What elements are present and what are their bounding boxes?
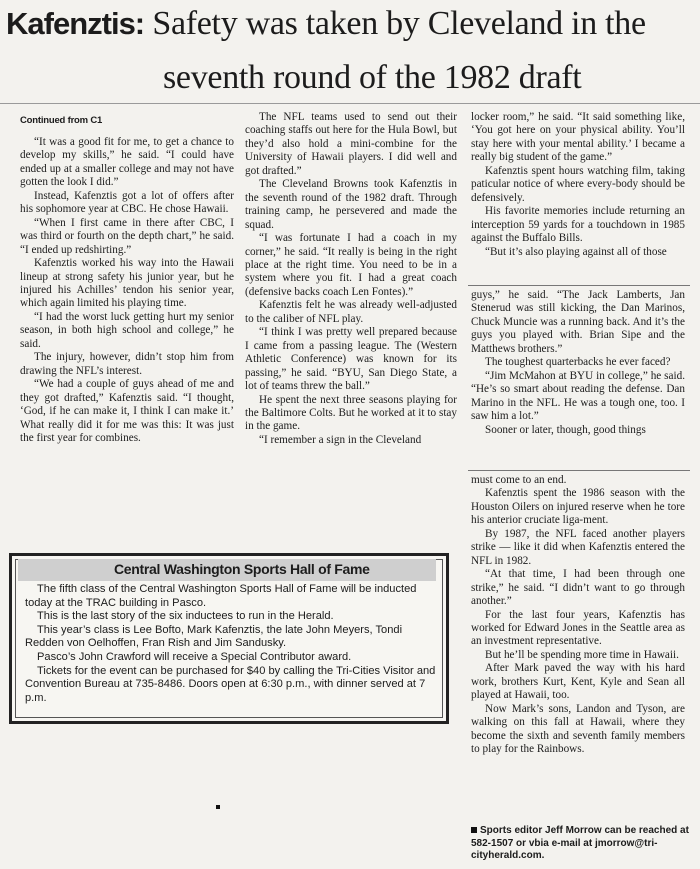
headline-line-1-text: Safety was taken by Cleveland in the bbox=[152, 5, 646, 42]
paragraph: “When I first came in there after CBC, I was third or fourth on the depth chart,” he said. “I ended up redshirting.” bbox=[20, 216, 234, 256]
column-split-divider bbox=[468, 470, 690, 471]
paragraph: “I think I was pretty well prepared because I came from a passing league. The (Western Athletic Conference) was known for its passing,” he said. “BYU, San Diego State, a lot of teams threw the ball.” bbox=[245, 326, 457, 393]
paragraph: “Jim McMahon at BYU in college,” he said. “He’s so smart about reading the defense. Dan Marino in the NFL. He was a tough one, too. I saw him a lot.” bbox=[471, 369, 685, 423]
column-split-divider bbox=[468, 285, 690, 286]
paragraph: must come to an end. bbox=[471, 474, 567, 486]
paragraph: “I remember a sign in the Cleveland bbox=[259, 433, 422, 446]
paragraph: Kafenztis spent the 1986 season with the Houston Oilers on injured reserve when he tore his anterior cruciate liga-ment. bbox=[471, 487, 685, 527]
article-column-3-middle bbox=[471, 289, 685, 437]
paragraph: After Mark paved the way with his hard work, brothers Kurt, Kent, Kyle and Sean all played at Hawaii, too. bbox=[471, 662, 685, 702]
paragraph: Kafenztis worked his way into the Hawaii lineup at strong safety his junior year, but he injured his Achilles’ tendon his senior year, which again limited his playing time. bbox=[20, 257, 234, 310]
hall-of-fame-sidebar bbox=[9, 553, 449, 724]
paragraph: His favorite memories include returning an interception 59 yards for a touchdown in 1985 against the Buffalo Bills. bbox=[471, 205, 685, 245]
headline-line-1 bbox=[6, 4, 696, 44]
headline-kicker: Kafenztis: bbox=[6, 6, 145, 41]
paragraph: The NFL teams used to send out their coaching staffs out here for the Hula Bowl, but they’d also hold a mini-combine for the University of Hawaii players. I did well and got drafted.” bbox=[245, 111, 457, 177]
article-column-1 bbox=[20, 136, 234, 445]
paragraph: But he’ll be spending more time in Hawaii. bbox=[485, 648, 679, 661]
article-column-3-top bbox=[471, 111, 685, 259]
paragraph: “I had the worst luck getting hurt my senior season, in both high school and college,” he said. bbox=[20, 310, 234, 350]
top-divider bbox=[0, 103, 700, 104]
paragraph: For the last four years, Kafenztis has worked for Edward Jones in the Seattle area as an investment representative. bbox=[471, 608, 685, 648]
continued-from-label: Continued from C1 bbox=[20, 115, 103, 126]
sidebar-body bbox=[25, 583, 438, 705]
paragraph: “But it’s also playing against all of those bbox=[485, 245, 667, 258]
article-column-3-bottom bbox=[471, 474, 685, 757]
sidebar-paragraph: Tickets for the event can be purchased for $40 by calling the Tri-Cities Visitor and Convention Bureau at 735-8486. Doors open at 6:30 p.m., with dinner served at 7 p.m. bbox=[25, 664, 436, 704]
paragraph: “It was a good fit for me, to get a chance to develop my skills,” he said. “I could have ended up at a smaller college and may not have gotten the look I did.” bbox=[20, 136, 234, 189]
signoff-text: Sports editor Jeff Morrow can be reached at 582-1507 or vbia e-mail at jmorrow@tri-cityherald.com. bbox=[471, 825, 689, 861]
paragraph: The toughest quarterbacks he ever faced? bbox=[485, 356, 671, 369]
paragraph: Kafenztis felt he was already well-adjusted to the caliber of NFL play. bbox=[245, 299, 457, 325]
paragraph: He spent the next three seasons playing for the Baltimore Colts. But he worked at it to stay in the game. bbox=[245, 393, 457, 433]
sidebar-paragraph: This year’s class is Lee Bofto, Mark Kafenztis, the late John Meyers, Tondi Redden von Oelhoffen, Fran Rish and Jim Sandusky. bbox=[25, 623, 403, 650]
paragraph: The Cleveland Browns took Kafenztis in the seventh round of the 1982 draft. Through training camp, he persevered and made the squad. bbox=[245, 178, 457, 231]
article-column-2 bbox=[245, 111, 457, 447]
sidebar-paragraph: This is the last story of the six inductees to run in the Herald. bbox=[37, 610, 334, 623]
sidebar-paragraph: The fifth class of the Central Washington Sports Hall of Fame will be inducted today at the TRAC building in Pasco. bbox=[25, 583, 417, 609]
paragraph: Now Mark’s sons, Landon and Tyson, are walking on this fall at Hawaii, where they become the sixth and seventh family members to play for the Rainbows. bbox=[471, 702, 685, 756]
square-bullet-icon bbox=[471, 827, 477, 833]
sidebar-title: Central Washington Sports Hall of Fame bbox=[114, 561, 370, 577]
paragraph: “At that time, I had been through one strike,” he said. “I didn’t want to go through another.” bbox=[471, 568, 685, 608]
paragraph: Instead, Kafenztis got a lot of offers after his sophomore year at CBC. He chose Hawaii. bbox=[20, 189, 234, 216]
paragraph: locker room,” he said. “It said something like, ‘You got here on your physical ability. You’ll stay here with your mental ability.’ I became a really big student of the game.” bbox=[471, 111, 685, 164]
paragraph: By 1987, the NFL faced another players strike — like it did when Kafenztis entered the NFL in 1982. bbox=[471, 527, 685, 567]
paragraph: guys,” he said. “The Jack Lamberts, Jan Stenerud was still kicking, the Dan Marinos, Chuck Muncie was a running back. And it’s the guys you played with. Brian Sipe and the Matthews brothers.” bbox=[471, 289, 685, 355]
sidebar-paragraph: Pasco’s John Crawford will receive a Special Contributor award. bbox=[37, 650, 352, 663]
paragraph: Sooner or later, though, good things bbox=[485, 423, 646, 436]
paragraph: The injury, however, didn’t stop him from drawing the NFL’s interest. bbox=[20, 351, 234, 377]
paragraph: “I was fortunate I had a coach in my corner,” he said. “It really is being in the right place at the right time. You need to be in a system where you fit. I had a great coach (defensive backs coach Len Fontes).” bbox=[245, 232, 457, 298]
headline-line-2: seventh round of the 1982 draft bbox=[163, 59, 582, 96]
paragraph: “We had a couple of guys ahead of me and they got drafted,” Kafenztis said. “I thought, ‘God, if he can make it, I think I can make it.’ What really did it for me was this: It was just the first year for combines. bbox=[20, 378, 234, 444]
author-signoff bbox=[471, 825, 691, 863]
paragraph: Kafenztis spent hours watching film, taking paticular notice of where every-body should be defensively. bbox=[471, 164, 685, 204]
bullet-mark bbox=[216, 805, 220, 809]
